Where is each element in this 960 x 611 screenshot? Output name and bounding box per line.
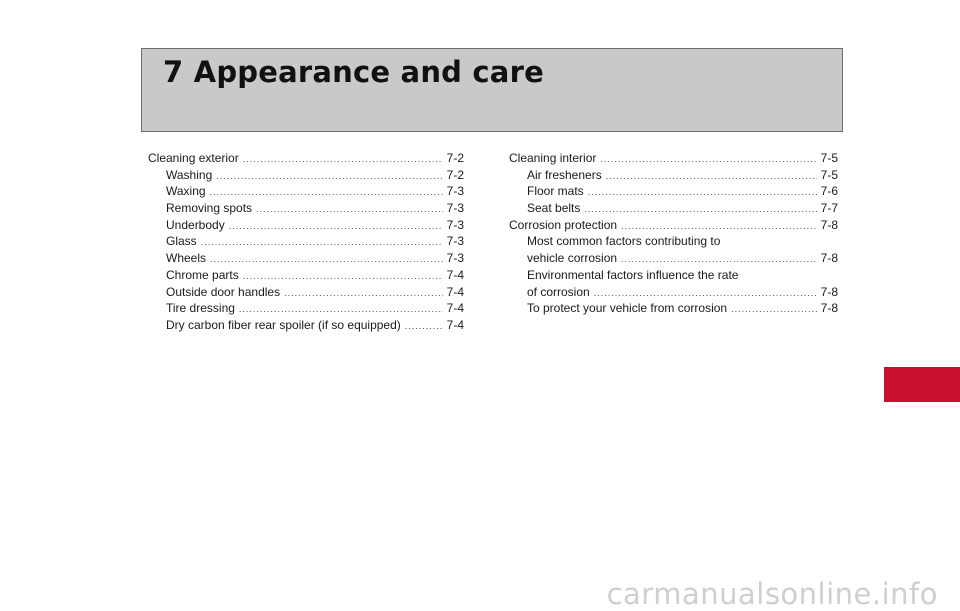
toc-label: Waxing [166, 184, 206, 199]
dot-leader [284, 285, 443, 302]
dot-leader [239, 301, 443, 318]
toc-page-number: 7-8 [820, 217, 838, 232]
dot-leader [584, 201, 816, 218]
toc-label: Washing [166, 167, 213, 182]
toc-entry-seat-belts[interactable] [509, 200, 838, 217]
toc-label: of corrosion [527, 284, 590, 299]
toc-page-number: 7-4 [446, 301, 464, 316]
dot-leader [621, 251, 817, 268]
toc-label: Wheels [166, 251, 207, 266]
dot-leader [405, 318, 443, 335]
toc-label: Cleaning interior [509, 151, 597, 165]
dot-leader [243, 268, 443, 285]
dot-leader [210, 184, 443, 201]
toc-page-number: 7-4 [446, 284, 464, 299]
dot-leader [731, 301, 817, 318]
toc-label: Seat belts [527, 201, 581, 216]
toc-page-number: 7-5 [820, 151, 838, 165]
toc-label-line: Most common factors contributing to [527, 234, 721, 249]
toc-label: Chrome parts [166, 267, 239, 282]
chapter-thumb-tab [884, 367, 960, 402]
toc-page-number: 7-5 [820, 167, 838, 182]
dot-leader [210, 251, 443, 268]
toc-page-number: 7-3 [446, 184, 464, 199]
toc-label: vehicle corrosion [527, 251, 618, 266]
dot-leader [594, 285, 817, 302]
dot-leader [606, 168, 817, 185]
toc-page-number: 7-3 [446, 217, 464, 232]
toc-page-number: 7-8 [820, 251, 838, 266]
toc-page-number: 7-4 [446, 317, 464, 332]
dot-leader [229, 218, 443, 235]
toc-label: Underbody [166, 217, 225, 232]
toc-entry-protect-your-vehicle[interactable] [509, 300, 838, 317]
toc-entry-underbody[interactable] [148, 217, 464, 234]
toc-entry-corrosion-protection[interactable] [509, 217, 838, 234]
toc-label: Air fresheners [527, 167, 602, 182]
toc-page-number: 7-4 [446, 267, 464, 282]
chapter-title: 7 Appearance and care [163, 55, 544, 89]
toc-entry-tire-dressing[interactable] [148, 300, 464, 317]
toc-page-number: 7-7 [820, 201, 838, 216]
toc-page-number: 7-3 [446, 251, 464, 266]
dot-leader [243, 151, 443, 168]
dot-leader [201, 234, 443, 251]
toc-entry-cleaning-interior[interactable] [509, 150, 838, 167]
toc-page-number: 7-6 [820, 184, 838, 199]
toc-right-column [509, 150, 838, 317]
watermark-text: carmanualsonline.info [606, 577, 938, 611]
toc-entry-wheels[interactable] [148, 250, 464, 267]
toc-entry-cleaning-exterior[interactable] [148, 150, 464, 167]
toc-entry-floor-mats[interactable] [509, 183, 838, 200]
toc-entry-waxing[interactable] [148, 183, 464, 200]
toc-page-number: 7-3 [446, 234, 464, 249]
toc-label: Removing spots [166, 201, 253, 216]
toc-page-number: 7-8 [820, 284, 838, 299]
toc-label: Cleaning exterior [148, 151, 239, 165]
toc-label: Corrosion protection [509, 217, 618, 232]
dot-leader [216, 168, 442, 185]
toc-label: Outside door handles [166, 284, 281, 299]
toc-entry-air-fresheners[interactable] [509, 167, 838, 184]
toc-entry-removing-spots[interactable] [148, 200, 464, 217]
toc-entry-outside-door-handles[interactable] [148, 284, 464, 301]
dot-leader [600, 151, 816, 168]
toc-label: Glass [166, 234, 197, 249]
toc-page-number: 7-2 [446, 167, 464, 182]
dot-leader [256, 201, 443, 218]
toc-label: Floor mats [527, 184, 584, 199]
toc-entry-chrome-parts[interactable] [148, 267, 464, 284]
toc-entry-most-common-factors[interactable] [509, 233, 838, 266]
toc-left-column [148, 150, 464, 334]
toc-entry-glass[interactable] [148, 233, 464, 250]
toc-page-number: 7-3 [446, 201, 464, 216]
toc-label: Dry carbon fiber rear spoiler (if so equipped) [166, 317, 401, 332]
toc-page-number: 7-2 [446, 151, 464, 165]
toc-page-number: 7-8 [820, 301, 838, 316]
toc-entry-dry-carbon-fiber-rear-spoiler[interactable] [148, 317, 464, 334]
toc-entry-environmental-factors[interactable] [509, 267, 838, 300]
dot-leader [588, 184, 817, 201]
toc-label: To protect your vehicle from corrosion [527, 301, 728, 316]
toc-label: Tire dressing [166, 301, 235, 316]
toc-label-line: Environmental factors influence the rate [527, 267, 739, 282]
toc-entry-washing[interactable] [148, 167, 464, 184]
chapter-header-band [141, 48, 843, 132]
dot-leader [621, 218, 817, 235]
